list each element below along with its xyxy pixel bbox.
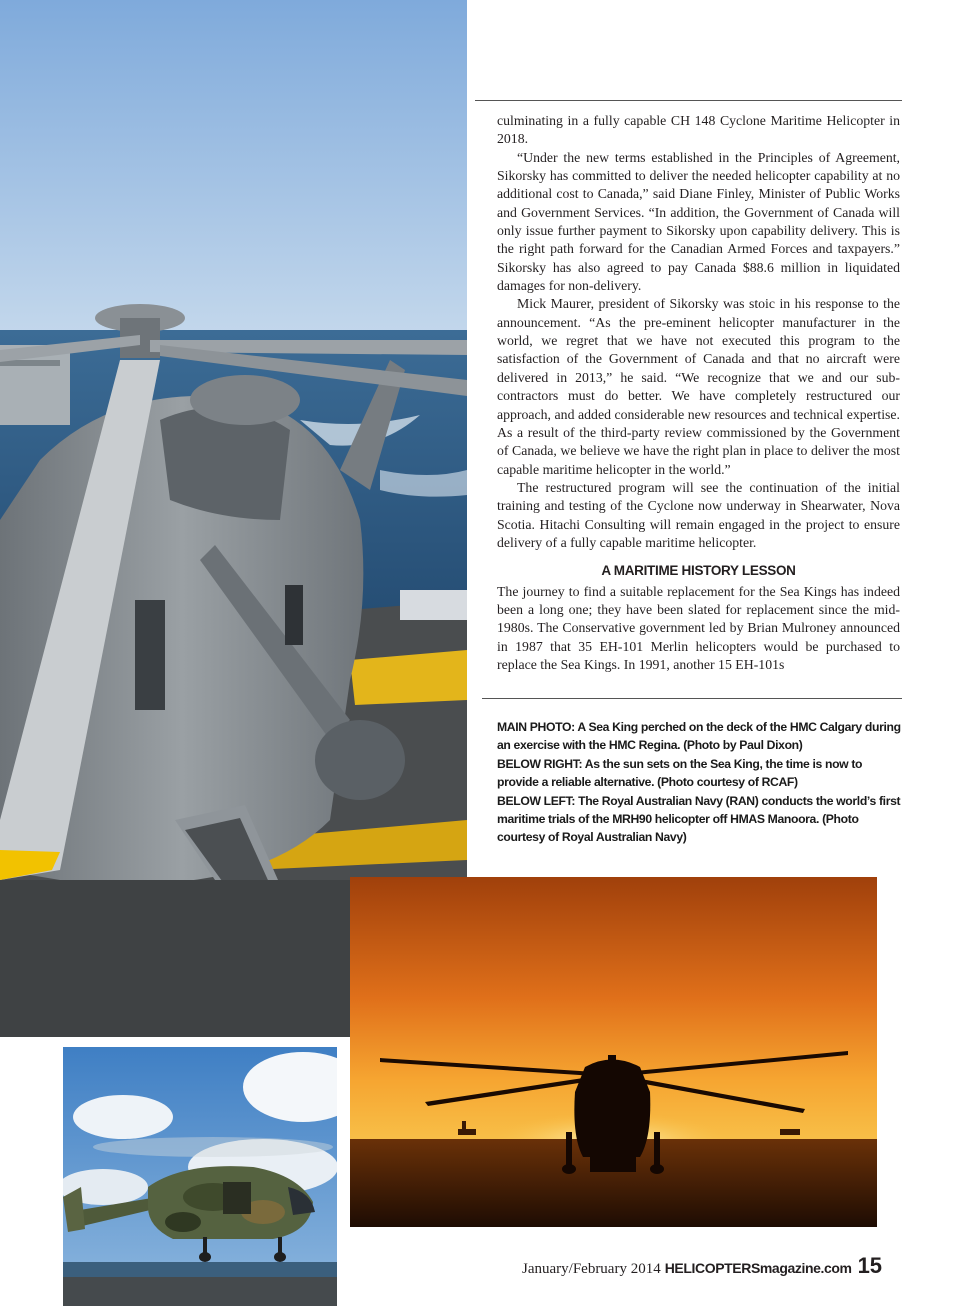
article-body xyxy=(497,112,900,674)
article-paragraph: culminating in a fully capable CH 148 Cyclone Maritime Helicopter in 2018. xyxy=(497,113,900,147)
caption-below-left: BELOW LEFT: The Royal Australian Navy (RAN) conducts the world’s first maritime trials of the MRH90 helicopter off HMAS Manoora. (Photo courtesy of Royal Australian Navy) xyxy=(497,793,901,845)
page-footer xyxy=(522,1253,902,1279)
photo-captions xyxy=(497,718,902,847)
caption-rule xyxy=(482,698,902,699)
magazine-website: HELICOPTERSmagazine.com xyxy=(664,1260,852,1276)
caption-main-photo: MAIN PHOTO: A Sea King perched on the deck of the HMC Calgary during an exercise with the HMC Regina. (Photo by Paul Dixon) xyxy=(497,720,901,753)
caption-below-right: BELOW RIGHT: As the sun sets on the Sea King, the time is now to provide a reliable alternative. (Photo courtesy of RCAF) xyxy=(497,756,863,790)
photo-mrh90-helicopter xyxy=(63,1047,337,1306)
issue-date: January/February 2014 xyxy=(522,1261,661,1277)
article-paragraph: Mick Maurer, president of Sikorsky was stoic in his response to the announcement. “As the pre-eminent helicopter manufacturer in the world, we regret that we have not executed this program to the satisfaction of the Government of Canada and that no aircraft were delivered in 2013,” he said. “We recognize that we and our sub-contractors must do better. We have completely restructured our approach, and added considerable new resources and technical expertise. As a result of the third-party review commissioned by the Government of Canada, we believe we have the right plan in place to deliver the most capable maritime helicopter in the world.” xyxy=(497,296,900,477)
article-paragraph: The journey to find a suitable replacement for the Sea Kings has indeed been a long one; they have been slated for replacement since the mid-1980s. The Conservative government led by Brian Mulroney announced in 1987 that 35 EH-101 Merlin helicopters would be purchased to replace the Sea Kings. In 1991, another 15 EH-101s xyxy=(497,583,900,672)
article-paragraph: The restructured program will see the continuation of the initial training and testing of the Cyclone now underway in Shearwater, Nova Scotia. Hitachi Consulting will remain engaged in the project to ensure delivery of a fully capable maritime helicopter. xyxy=(497,479,900,550)
article-paragraph: “Under the new terms established in the Principles of Agreement, Sikorsky has committed to deliver the needed helicopter capability at no additional cost to Canada,” said Diane Finley, Minister of Public Works and Government Services. “In addition, the Government of Canada will only issue further payment to Sikorsky upon capability delivery. This is the right path forward for the Canadian Armed Forces and taxpayers.” Sikorsky has also agreed to pay Canada $88.6 million in liquidated damages for non-delivery. xyxy=(497,149,900,294)
top-rule xyxy=(475,100,902,101)
page-number: 15 xyxy=(857,1253,883,1278)
section-heading: A MARITIME HISTORY LESSON xyxy=(601,563,796,579)
photo-sunset-sea-king xyxy=(350,877,877,1227)
